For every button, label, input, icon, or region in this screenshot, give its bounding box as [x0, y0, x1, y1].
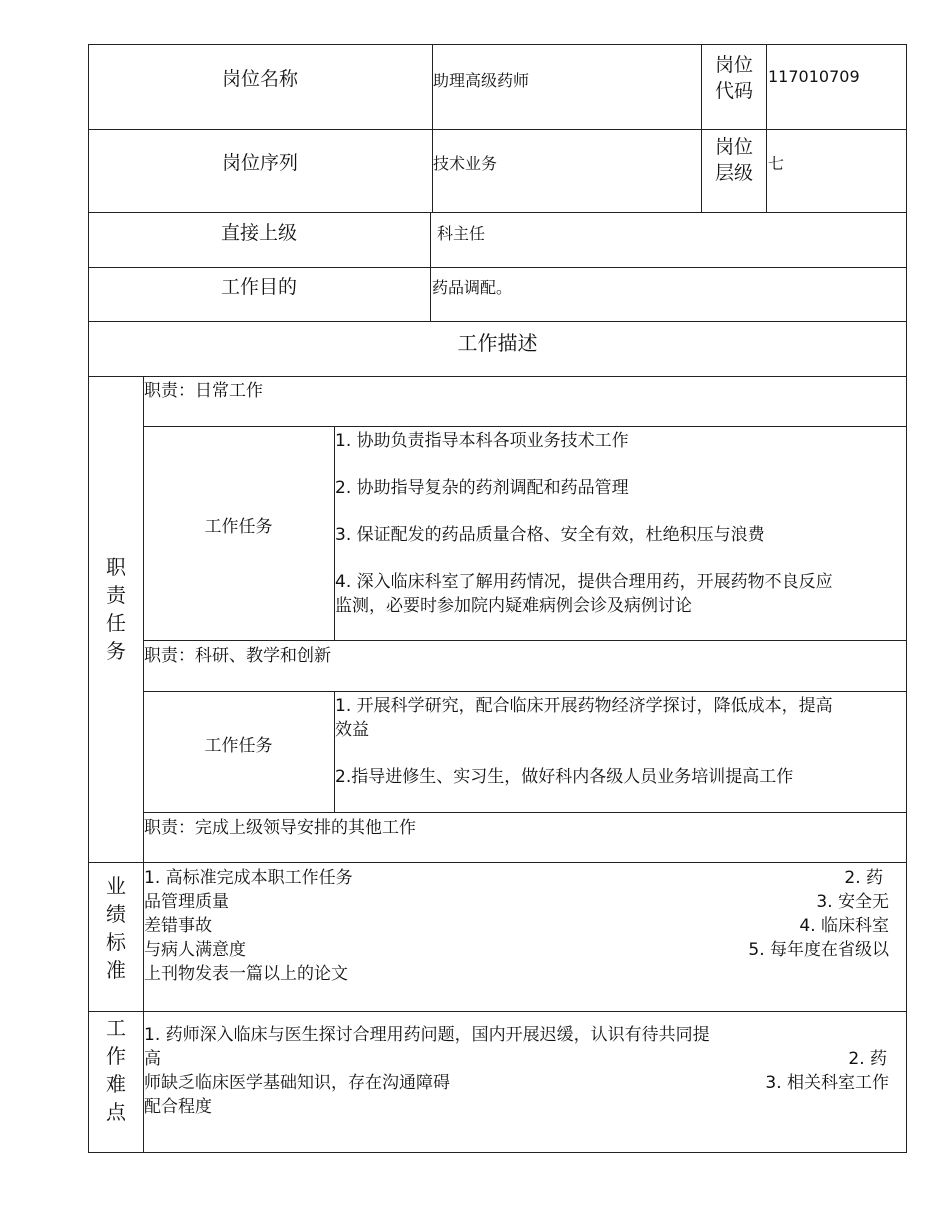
duties-label-char: 任 — [106, 611, 126, 635]
row-divider — [88, 129, 907, 130]
position-name-label: 岗位名称 — [221, 68, 298, 90]
purpose-label: 工作目的 — [220, 276, 297, 298]
task-label: 工作任务 — [204, 517, 273, 537]
row-divider — [88, 267, 907, 268]
task-item: 4. 深入临床科室了解用药情况，提供合理用药，开展药物不良反应 — [335, 572, 833, 592]
position-code-label-line: 代码 — [714, 80, 753, 102]
performance-section-label — [101, 872, 131, 984]
position-code-value: 117010709 — [768, 67, 860, 86]
level-value: 七 — [768, 154, 785, 173]
difficulty-line: 师缺乏临床医学基础知识，存在沟通障碍 — [144, 1073, 450, 1093]
performance-label-char: 业 — [106, 874, 126, 898]
performance-label-char: 绩 — [106, 902, 126, 926]
task-item: 1. 开展科学研究，配合临床开展药物经济学探讨，降低成本，提高 — [335, 696, 833, 716]
position-code-label-line: 岗位 — [714, 54, 753, 76]
performance-label-char: 标 — [106, 930, 126, 954]
difficulties-label-char: 难 — [106, 1072, 126, 1096]
row-divider — [143, 812, 907, 813]
task-item: 监测，必要时参加院内疑难病例会诊及病例讨论 — [335, 596, 692, 616]
difficulty-line-right: 3. 相关科室工作 — [765, 1073, 889, 1093]
difficulties-label-char: 作 — [106, 1044, 126, 1068]
performance-line: 差错事故 — [144, 916, 212, 936]
task-item: 效益 — [335, 720, 369, 740]
performance-line: 上刊物发表一篇以上的论文 — [144, 964, 348, 984]
row-divider — [88, 862, 907, 863]
row-divider — [143, 640, 907, 641]
task-item: 3. 保证配发的药品质量合格、安全有效，杜绝积压与浪费 — [335, 525, 765, 545]
task-item: 2. 协助指导复杂的药剂调配和药品管理 — [335, 478, 629, 498]
level-label-line: 层级 — [714, 162, 753, 184]
performance-line: 1. 高标准完成本职工作任务 — [144, 868, 353, 888]
description-title: 工作描述 — [457, 331, 538, 355]
performance-line: 品管理质量 — [144, 892, 229, 912]
performance-line-right: 4. 临床科室 — [799, 916, 889, 936]
task-item: 1. 协助负责指导本科各项业务技术工作 — [335, 431, 629, 451]
superior-value: 科主任 — [437, 224, 486, 243]
superior-label: 直接上级 — [220, 222, 297, 244]
duty-title: 职责：科研、教学和创新 — [144, 646, 331, 666]
col-divider — [430, 212, 431, 321]
row-divider — [88, 376, 907, 377]
duty-title: 职责：完成上级领导安排的其他工作 — [144, 818, 416, 838]
duties-label-char: 责 — [106, 583, 126, 607]
position-name-value: 助理高级药师 — [433, 71, 530, 90]
performance-line-right: 5. 每年度在省级以 — [748, 940, 889, 960]
row-divider — [88, 321, 907, 322]
row-divider — [143, 691, 907, 692]
duties-section-label — [101, 553, 131, 665]
difficulty-line: 配合程度 — [144, 1097, 212, 1117]
difficulty-line: 高 — [144, 1049, 161, 1069]
row-divider — [88, 212, 907, 213]
sequence-value: 技术业务 — [433, 154, 498, 173]
duties-label-char: 职 — [106, 555, 126, 579]
level-label — [702, 134, 766, 186]
difficulties-label-char: 点 — [106, 1100, 126, 1124]
sequence-label: 岗位序列 — [221, 152, 298, 174]
position-code-label — [702, 52, 766, 104]
task-item: 2.指导进修生、实习生，做好科内各级人员业务培训提高工作 — [335, 767, 794, 787]
difficulty-line-right: 2. 药 — [848, 1049, 887, 1069]
difficulties-label-char: 工 — [106, 1016, 126, 1040]
duty-title: 职责：日常工作 — [144, 381, 263, 401]
performance-line: 与病人满意度 — [144, 940, 246, 960]
row-divider — [143, 426, 907, 427]
col-divider — [766, 44, 767, 212]
performance-line-right: 2. 药 — [844, 868, 883, 888]
level-label-line: 岗位 — [714, 136, 753, 158]
purpose-value: 药品调配。 — [432, 278, 513, 297]
performance-label-char: 准 — [106, 958, 126, 982]
difficulty-line: 1. 药师深入临床与医生探讨合理用药问题，国内开展迟缓，认识有待共同提 — [144, 1025, 710, 1045]
task-label: 工作任务 — [204, 736, 273, 756]
difficulties-section-label — [101, 1014, 131, 1126]
row-divider — [88, 1011, 907, 1012]
performance-line-right: 3. 安全无 — [816, 892, 889, 912]
duties-label-char: 务 — [106, 639, 126, 663]
